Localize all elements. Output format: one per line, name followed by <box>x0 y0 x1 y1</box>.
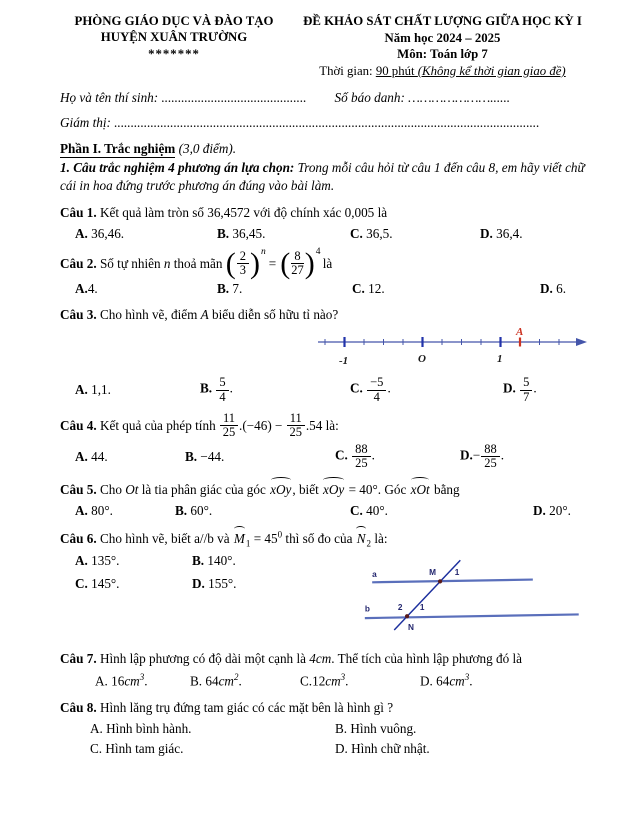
equals-sign: = <box>268 256 277 272</box>
label-1-top: 1 <box>454 568 460 578</box>
question-2-text <box>60 246 333 280</box>
power-fraction-1: ( $\frac{2}{3}$ ) $^n$ <box>225 246 266 280</box>
variable-A: A <box>200 307 209 323</box>
option-a: A. 44. <box>75 448 108 464</box>
question-7-label: Câu 7. <box>60 651 97 667</box>
option-b: B. −44. <box>185 448 225 464</box>
department-block <box>60 13 288 80</box>
candidate-info-line <box>60 90 597 106</box>
label-2: 2 <box>397 602 403 612</box>
name-dots: ............................................ <box>161 89 307 105</box>
option-a: A. 1,1. <box>75 382 111 398</box>
question-8-label: Câu 8. <box>60 699 97 715</box>
time-main: 90 phút <box>375 63 418 78</box>
question-4 <box>60 412 597 471</box>
question-1-label: Câu 1. <box>60 204 97 220</box>
question-4-text <box>60 412 339 439</box>
question-2-options <box>60 281 597 297</box>
section-points: (3,0 điểm). <box>175 140 237 156</box>
question-8-text: Câu 8. Hình lăng trụ đứng tam giác có các mặt bên là hình gì ? <box>60 699 394 715</box>
option-d: D. $\frac{5}{7}$ . <box>503 375 537 404</box>
question-4-post: là: <box>322 417 339 433</box>
intro-text: Trong mỗi câu hỏi từ câu 1 đến câu 8, em hãy viết chữ cái in hoa đứng trước phương án đúng vào bài làm. <box>60 159 585 193</box>
option-b: B. 60°. <box>175 503 213 519</box>
option-d: D. 6. <box>540 281 567 297</box>
question-1-options <box>60 226 597 242</box>
arrowhead <box>576 338 587 346</box>
question-3-options <box>60 376 597 403</box>
label-neg1: -1 <box>339 355 349 368</box>
label-1-bottom: 1 <box>419 602 425 612</box>
point-M <box>438 579 442 583</box>
option-a: A. Hình bình hành. <box>90 720 192 736</box>
question-2-pre: Số tự nhiên <box>96 256 164 272</box>
label-one: 1 <box>497 353 503 366</box>
question-2-post: là <box>319 256 333 272</box>
time-prefix: Thời gian: <box>319 63 376 78</box>
parallel-lines-figure <box>363 551 597 643</box>
question-1-body: Kết quả làm tròn số 36,4572 với độ chính xác 0,005 là <box>96 204 388 220</box>
angle-xOy-2: xOy <box>322 478 345 499</box>
option-a: A.4. <box>75 281 98 297</box>
option-a: A. 135°. <box>75 553 120 569</box>
label-M: M <box>429 568 436 578</box>
proctor-line <box>60 115 597 131</box>
question-3-post: biểu diễn số hữu tỉ nào? <box>208 307 339 323</box>
option-b: B. Hình vuông. <box>335 720 417 736</box>
section-title: Phần I. Trắc nghiệm <box>60 140 176 156</box>
question-7-options <box>60 672 597 689</box>
section-heading <box>60 141 597 157</box>
question-5 <box>60 478 597 519</box>
divider-stars: ******* <box>148 46 200 61</box>
school-year: Năm học 2024 – 2025 <box>384 30 501 45</box>
question-6-content <box>60 551 597 643</box>
edge-length: 4cm <box>309 651 332 667</box>
question-6-label: Câu 6. <box>60 531 97 547</box>
sbd-label: Số báo danh: <box>334 89 405 105</box>
time-note: (Không kể thời gian giao đề) <box>417 63 566 78</box>
label-origin: O <box>418 353 426 366</box>
option-a: A. 80°. <box>75 503 113 519</box>
sbd-dots: …………………...... <box>408 89 511 105</box>
variable-n: n <box>163 256 171 272</box>
option-a: A. 36,46. <box>75 226 125 242</box>
question-6-options <box>60 551 363 599</box>
department-line1: PHÒNG GIÁO DỤC VÀ ĐÀO TẠO <box>74 14 274 28</box>
angle-xOy: xOy <box>269 478 292 499</box>
exam-title-block <box>288 13 597 80</box>
exam-header <box>60 13 597 80</box>
ray-Ot: Ot <box>125 482 139 498</box>
question-4-options <box>60 443 597 470</box>
question-2-label: Câu 2. <box>60 256 97 272</box>
intro-lead: 1. Câu trắc nghiệm 4 phương án lựa chọn: <box>60 159 295 175</box>
question-7 <box>60 649 597 690</box>
time-underlined <box>376 64 566 78</box>
numberline-figure <box>315 326 595 372</box>
exam-title: ĐỀ KHẢO SÁT CHẤT LƯỢNG GIỮA HỌC KỲ I <box>303 14 582 28</box>
question-8-options-row1 <box>60 721 597 737</box>
question-1 <box>60 203 597 242</box>
question-8 <box>60 698 597 757</box>
question-5-text: Câu 5. Cho Ot là tia phân giác của góc xOy, biết xOy = 40°. Góc xOt bằng <box>60 478 597 499</box>
option-b: B. $64cm^2$. <box>190 672 242 689</box>
option-d: D. 155°. <box>192 576 237 592</box>
fraction-11-25: $\frac{11}{25}$ <box>220 412 238 439</box>
question-5-label: Câu 5. <box>60 482 97 498</box>
option-c: C. $\frac{-5}{4}$ . <box>350 375 391 404</box>
proctor-dots: ................................................................................................................................. <box>114 114 540 130</box>
question-1-text <box>60 203 597 222</box>
question-7-text: Câu 7. Hình lập phương có độ dài một cạnh là 4cm. Thể tích của hình lập phương đó là <box>60 651 523 667</box>
power-fraction-2: ( $\frac{8}{27}$ ) $^4$ <box>280 246 321 280</box>
option-c: C. 12. <box>352 281 385 297</box>
question-3-label: Câu 3. <box>60 307 97 323</box>
angle-M1: M <box>233 527 246 548</box>
line-b <box>365 614 579 618</box>
question-2-mid: thoả mãn <box>170 256 226 272</box>
point-N <box>405 614 409 618</box>
question-4-mid2: .54 <box>305 417 323 433</box>
line-a <box>372 580 533 583</box>
label-N: N <box>407 623 414 633</box>
question-5-options <box>60 503 597 519</box>
proctor-label: Giám thị: <box>60 114 111 130</box>
question-3 <box>60 305 597 403</box>
fraction-11-25b: $\frac{11}{25}$ <box>287 412 305 439</box>
subject: Môn: Toán lớp 7 <box>397 47 488 62</box>
question-4-label: Câu 4. <box>60 417 97 433</box>
question-3-text <box>60 305 597 324</box>
question-2 <box>60 246 597 297</box>
option-d: D. 20°. <box>533 503 571 519</box>
option-d: D.− $\frac{88}{25}$ . <box>460 441 505 471</box>
option-c: C. 36,5. <box>350 226 393 242</box>
angle-N2: N <box>356 527 367 548</box>
option-b: B. 7. <box>217 281 243 297</box>
option-b: B. 140°. <box>192 553 236 569</box>
option-c: C. 40°. <box>350 503 388 519</box>
option-c: $C.12cm^3$. <box>300 672 349 689</box>
option-d: D. 36,4. <box>480 226 523 242</box>
question-8-options-row2 <box>60 741 597 757</box>
label-a: a <box>372 569 377 579</box>
name-label: Họ và tên thí sinh: <box>60 89 159 105</box>
transversal <box>394 560 460 633</box>
option-c: C. Hình tam giác. <box>90 740 184 756</box>
question-4-pre: Kết quả của phép tính <box>96 417 219 433</box>
question-6 <box>60 527 597 643</box>
question-4-mid1: .(−46) − <box>239 417 286 433</box>
option-b: B. $\frac{5}{4}$ . <box>200 375 233 404</box>
option-b: B. 36,45. <box>217 226 266 242</box>
option-c: C. $\frac{88}{25}$ . <box>335 441 375 471</box>
option-d: D. Hình chữ nhật. <box>335 740 430 756</box>
label-pointA: A <box>516 326 524 339</box>
angle-xOt: xOt <box>410 478 431 499</box>
option-d: D. $64cm^3$. <box>420 672 473 689</box>
option-a: A. $16cm^3$. <box>95 672 148 689</box>
question-3-pre: Cho hình vẽ, điểm <box>96 307 201 323</box>
department-line2: HUYỆN XUÂN TRƯỜNG <box>100 30 248 45</box>
time-line <box>288 63 597 80</box>
section-intro <box>60 159 597 195</box>
label-b: b <box>364 604 370 614</box>
option-c: C. 145°. <box>75 576 120 592</box>
question-6-text: Câu 6. Cho hình vẽ, biết a//b và $M_1 = 45^0$ thì số đo của $N_2$ là: <box>60 527 597 551</box>
